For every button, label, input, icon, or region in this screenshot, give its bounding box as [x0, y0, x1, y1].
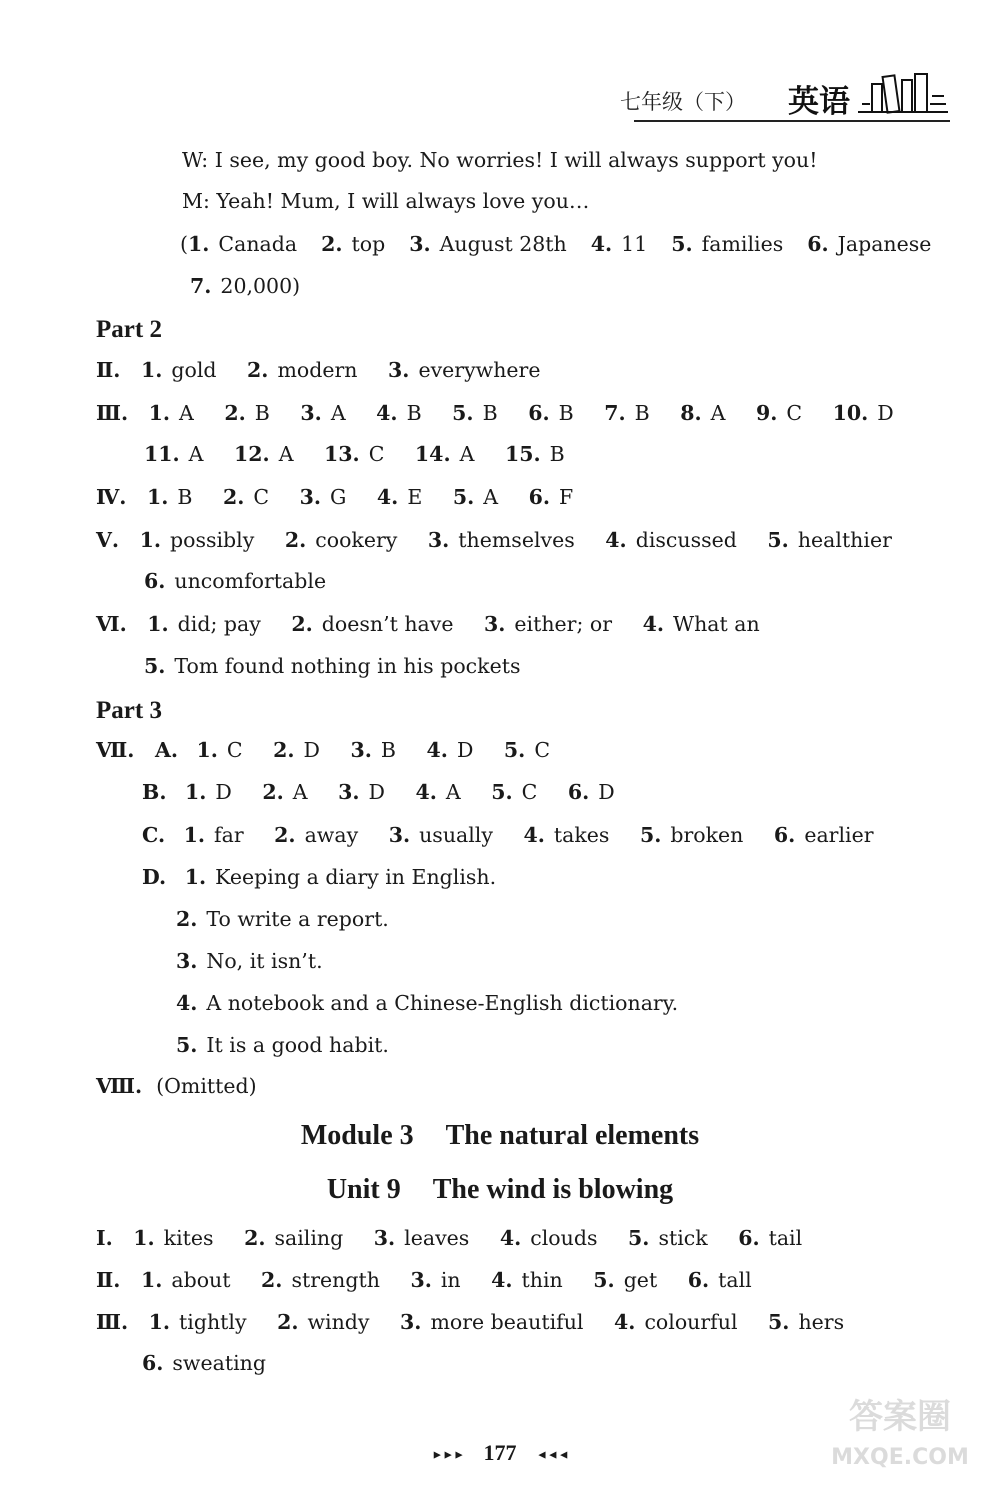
- item-number: 4.: [605, 528, 627, 552]
- item-number: 1.: [183, 823, 206, 847]
- answer-text: Japanese: [837, 232, 932, 256]
- part2-section-5-row-1: [96, 530, 892, 551]
- item-number: 1.: [146, 485, 169, 509]
- answer-text: D: [598, 780, 615, 804]
- roman-numeral: Ⅴ.: [96, 528, 120, 552]
- unit9-section-3-row-2: [142, 1353, 266, 1374]
- subsection-label: A.: [154, 738, 178, 762]
- item-number: 2.: [284, 528, 307, 552]
- answer-text: healthier: [797, 528, 892, 552]
- item-number: 4.: [426, 738, 448, 762]
- part3-section-7-d-1: [142, 867, 496, 888]
- part3-section-7-d-4: [176, 993, 678, 1014]
- answer-text: usually: [419, 823, 493, 847]
- answer-text: B: [177, 485, 193, 509]
- answer-text: top: [351, 232, 386, 256]
- answer-text: 11: [621, 232, 648, 256]
- answer-text: kites: [163, 1226, 214, 1250]
- answer-text: earlier: [804, 823, 874, 847]
- item-number: 5.: [452, 485, 475, 509]
- item-number: 2.: [273, 738, 295, 762]
- part2-section-5-row-2: [144, 571, 326, 592]
- item-number: 3.: [400, 1310, 422, 1334]
- answer-text: strength: [291, 1268, 380, 1292]
- answer-text: B: [558, 401, 574, 425]
- answer-text: colourful: [644, 1310, 738, 1334]
- item-number: 2.: [274, 823, 296, 847]
- unit-heading: Unit 9 The wind is blowing: [326, 1174, 674, 1205]
- item-number: 2.: [277, 1310, 299, 1334]
- punctuation: (: [180, 232, 188, 256]
- item-number: 1.: [147, 612, 169, 636]
- answer-text: far: [214, 823, 244, 847]
- item-number: 2.: [224, 401, 246, 425]
- item-number: 1.: [188, 232, 210, 256]
- item-number: 4.: [614, 1310, 636, 1334]
- part-3-title: Part 3: [96, 697, 162, 724]
- answer-text: C: [534, 738, 550, 762]
- item-number: 4.: [376, 485, 399, 509]
- item-number: 1.: [196, 738, 218, 762]
- item-number: 2.: [321, 232, 343, 256]
- answer-text: A: [483, 485, 499, 509]
- item-number: 5.: [491, 780, 513, 804]
- answer-text: C: [226, 738, 243, 762]
- part3-section-8: [96, 1076, 257, 1097]
- part2-section-3-row-2: [144, 444, 565, 465]
- header-rule: [634, 120, 950, 122]
- part3-section-7-b: [142, 782, 615, 803]
- roman-numeral: Ⅷ.: [96, 1074, 143, 1098]
- answer-text: What an: [673, 612, 760, 636]
- item-number: 5.: [452, 401, 474, 425]
- answer-text: Tom found nothing in his pockets: [174, 654, 521, 678]
- answer-text: To write a report.: [206, 907, 389, 931]
- item-number: 6.: [528, 485, 550, 509]
- answer-text: B: [380, 738, 396, 762]
- answer-text: tightly: [179, 1310, 247, 1334]
- item-number: 4.: [590, 232, 613, 256]
- item-number: 4.: [491, 1268, 513, 1292]
- answer-text: stick: [658, 1226, 708, 1250]
- answer-text: A: [278, 442, 294, 466]
- answer-text: 20,000): [220, 274, 301, 298]
- answer-text: B: [549, 442, 565, 466]
- answer-text: gold: [171, 358, 217, 382]
- dialogue-line-2: M: Yeah! Mum, I will always love you…: [182, 189, 590, 213]
- roman-numeral: Ⅲ.: [96, 401, 129, 425]
- item-number: 2.: [222, 485, 245, 509]
- answer-text: B: [254, 401, 270, 425]
- answer-text: B: [482, 401, 498, 425]
- item-number: 11.: [144, 442, 180, 466]
- answer-text: D: [456, 738, 474, 762]
- subsection-label: B.: [142, 780, 167, 804]
- watermark-logo: [815, 1392, 985, 1472]
- answer-text: away: [304, 823, 359, 847]
- item-number: 3.: [176, 949, 198, 973]
- unit9-section-2: [96, 1270, 752, 1291]
- books-logo-icon: [858, 70, 950, 120]
- roman-numeral: Ⅶ.: [96, 738, 135, 762]
- answer-text: B: [634, 401, 650, 425]
- item-number: 8.: [680, 401, 702, 425]
- answer-text: about: [171, 1268, 231, 1292]
- item-number: 5.: [628, 1226, 650, 1250]
- answer-text: C: [521, 780, 538, 804]
- item-number: 4.: [376, 401, 398, 425]
- page-header: [620, 70, 950, 126]
- item-number: 6.: [687, 1268, 710, 1292]
- item-number: 9.: [755, 401, 778, 425]
- answer-text: sailing: [274, 1226, 344, 1250]
- item-number: 3.: [299, 485, 321, 509]
- item-number: 2.: [244, 1226, 266, 1250]
- answer-text: A: [710, 401, 726, 425]
- answer-text: D: [215, 780, 232, 804]
- page-number: 177: [483, 1440, 517, 1465]
- item-number: 2.: [176, 907, 198, 931]
- roman-numeral: Ⅲ.: [96, 1310, 129, 1334]
- answer-text: discussed: [635, 528, 737, 552]
- item-number: 1.: [148, 1310, 171, 1334]
- answer-text: C: [368, 442, 385, 466]
- item-number: 5.: [767, 528, 789, 552]
- item-number: 1.: [185, 780, 207, 804]
- answer-text: A: [179, 401, 194, 425]
- svg-text:答案圈: 答案圈: [849, 1397, 951, 1437]
- answer-text: get: [623, 1268, 658, 1292]
- answer-text: tall: [718, 1268, 752, 1292]
- item-number: 1.: [140, 358, 163, 382]
- listening-answers-row-2: [190, 276, 300, 297]
- roman-numeral: Ⅵ.: [96, 612, 127, 636]
- item-number: 6.: [773, 823, 796, 847]
- answer-text: takes: [553, 823, 610, 847]
- item-number: 4.: [415, 780, 437, 804]
- item-number: 1.: [184, 865, 207, 889]
- answer-text: D: [368, 780, 385, 804]
- unit9-section-1: [96, 1228, 802, 1249]
- item-number: 14.: [414, 442, 451, 466]
- item-number: 1.: [139, 528, 161, 552]
- item-number: 3.: [388, 823, 411, 847]
- answer-text: either; or: [514, 612, 613, 636]
- answer-text: E: [407, 485, 423, 509]
- item-number: 4.: [176, 991, 198, 1015]
- item-number: 5.: [768, 1310, 790, 1334]
- answer-text: August 28th: [439, 232, 567, 256]
- item-number: 3.: [409, 232, 431, 256]
- answer-text: A: [188, 442, 204, 466]
- item-number: 6.: [738, 1226, 760, 1250]
- answer-text: modern: [277, 358, 358, 382]
- answer-text: themselves: [458, 528, 575, 552]
- item-number: 2.: [262, 780, 284, 804]
- part3-section-7-d-5: [176, 1035, 389, 1056]
- answer-text: A: [292, 780, 308, 804]
- answer-text: D: [303, 738, 320, 762]
- item-number: 7.: [604, 401, 626, 425]
- item-number: 1.: [140, 1268, 163, 1292]
- answer-text: Keeping a diary in English.: [215, 865, 497, 889]
- module-heading: Module 3 The natural elements: [300, 1120, 700, 1151]
- item-number: 5.: [503, 738, 526, 762]
- part3-section-7-d-3: [176, 951, 323, 972]
- item-number: 5.: [671, 232, 693, 256]
- item-number: 5.: [593, 1268, 615, 1292]
- answer-text: A: [330, 401, 346, 425]
- answer-text: hers: [798, 1310, 845, 1334]
- answer-text: G: [329, 485, 347, 509]
- right-arrows-icon: ◄◄◄: [536, 1447, 569, 1462]
- part2-section-3-row-1: [96, 403, 894, 424]
- unit9-section-3-row-1: [96, 1312, 844, 1333]
- answer-text: did; pay: [177, 612, 261, 636]
- item-number: 6.: [142, 1351, 164, 1375]
- item-number: 1.: [133, 1226, 155, 1250]
- answer-text: tail: [768, 1226, 803, 1250]
- left-arrows-icon: ►►►: [431, 1447, 464, 1462]
- item-number: 12.: [234, 442, 270, 466]
- answer-text: A notebook and a Chinese-English dictionary.: [206, 991, 679, 1015]
- item-number: 3.: [350, 738, 372, 762]
- item-number: 3.: [300, 401, 322, 425]
- answer-text: No, it isn’t.: [206, 949, 323, 973]
- item-number: 6.: [567, 780, 590, 804]
- item-number: 2.: [247, 358, 269, 382]
- svg-text:MXQE.COM: MXQE.COM: [831, 1445, 969, 1470]
- answer-text: doesn’t have: [321, 612, 454, 636]
- item-number: 5.: [144, 654, 166, 678]
- answer-text: everywhere: [418, 358, 541, 382]
- part3-section-7-c: [142, 825, 874, 846]
- roman-numeral: Ⅱ.: [96, 358, 121, 382]
- item-number: 1.: [148, 401, 171, 425]
- part3-section-7-a: [96, 740, 550, 761]
- part2-section-6-row-2: [144, 656, 520, 677]
- answer-text: clouds: [530, 1226, 598, 1250]
- item-number: 4.: [642, 612, 664, 636]
- item-number: 6.: [144, 569, 166, 593]
- answer-text: C: [786, 401, 803, 425]
- answer-text: uncomfortable: [174, 569, 327, 593]
- answer-text: cookery: [315, 528, 398, 552]
- grade-label: 七年级（下）: [620, 90, 746, 114]
- part-2-title: Part 2: [96, 316, 162, 343]
- item-number: 15.: [504, 442, 541, 466]
- item-number: 10.: [832, 401, 869, 425]
- answer-text: sweating: [172, 1351, 266, 1375]
- answer-text: in: [440, 1268, 461, 1292]
- answer-text: windy: [307, 1310, 370, 1334]
- answer-text: broken: [670, 823, 744, 847]
- answer-text: thin: [521, 1268, 563, 1292]
- item-number: 5.: [639, 823, 662, 847]
- answer-text: A: [445, 780, 461, 804]
- answer-text: It is a good habit.: [206, 1033, 389, 1057]
- dialogue-line-1: W: I see, my good boy. No worries! I will always support you!: [182, 148, 818, 172]
- item-number: 2.: [291, 612, 313, 636]
- item-number: 2.: [261, 1268, 283, 1292]
- item-number: 3.: [410, 1268, 432, 1292]
- part2-section-6-row-1: [96, 614, 760, 635]
- part2-section-2: [96, 360, 540, 381]
- answer-text: F: [558, 485, 574, 509]
- part2-section-4: [96, 487, 573, 508]
- item-number: 3.: [388, 358, 410, 382]
- answer-text: C: [253, 485, 270, 509]
- item-number: 13.: [324, 442, 360, 466]
- answer-text: more beautiful: [430, 1310, 584, 1334]
- item-number: 3.: [373, 1226, 396, 1250]
- roman-numeral: Ⅱ.: [96, 1268, 121, 1292]
- listening-answers-row-1: [180, 234, 931, 255]
- answer-text: leaves: [404, 1226, 470, 1250]
- part3-section-7-d-2: [176, 909, 389, 930]
- answer-text: D: [877, 401, 894, 425]
- subject-title: 英语: [788, 84, 850, 120]
- answer-text: Canada: [218, 232, 298, 256]
- item-number: 7.: [190, 274, 212, 298]
- roman-numeral: Ⅳ.: [96, 485, 127, 509]
- subsection-label: C.: [142, 823, 166, 847]
- item-number: 5.: [176, 1033, 198, 1057]
- item-number: 4.: [499, 1226, 522, 1250]
- item-number: 4.: [523, 823, 545, 847]
- answer-text: families: [701, 232, 784, 256]
- item-number: 6.: [807, 232, 829, 256]
- roman-numeral: Ⅰ.: [96, 1226, 113, 1250]
- punctuation: (Omitted): [156, 1074, 257, 1098]
- answer-text: A: [459, 442, 475, 466]
- answer-text: B: [406, 401, 422, 425]
- answer-text: possibly: [169, 528, 255, 552]
- item-number: 3.: [484, 612, 506, 636]
- item-number: 6.: [528, 401, 550, 425]
- item-number: 3.: [338, 780, 360, 804]
- item-number: 3.: [427, 528, 450, 552]
- subsection-label: D.: [142, 865, 167, 889]
